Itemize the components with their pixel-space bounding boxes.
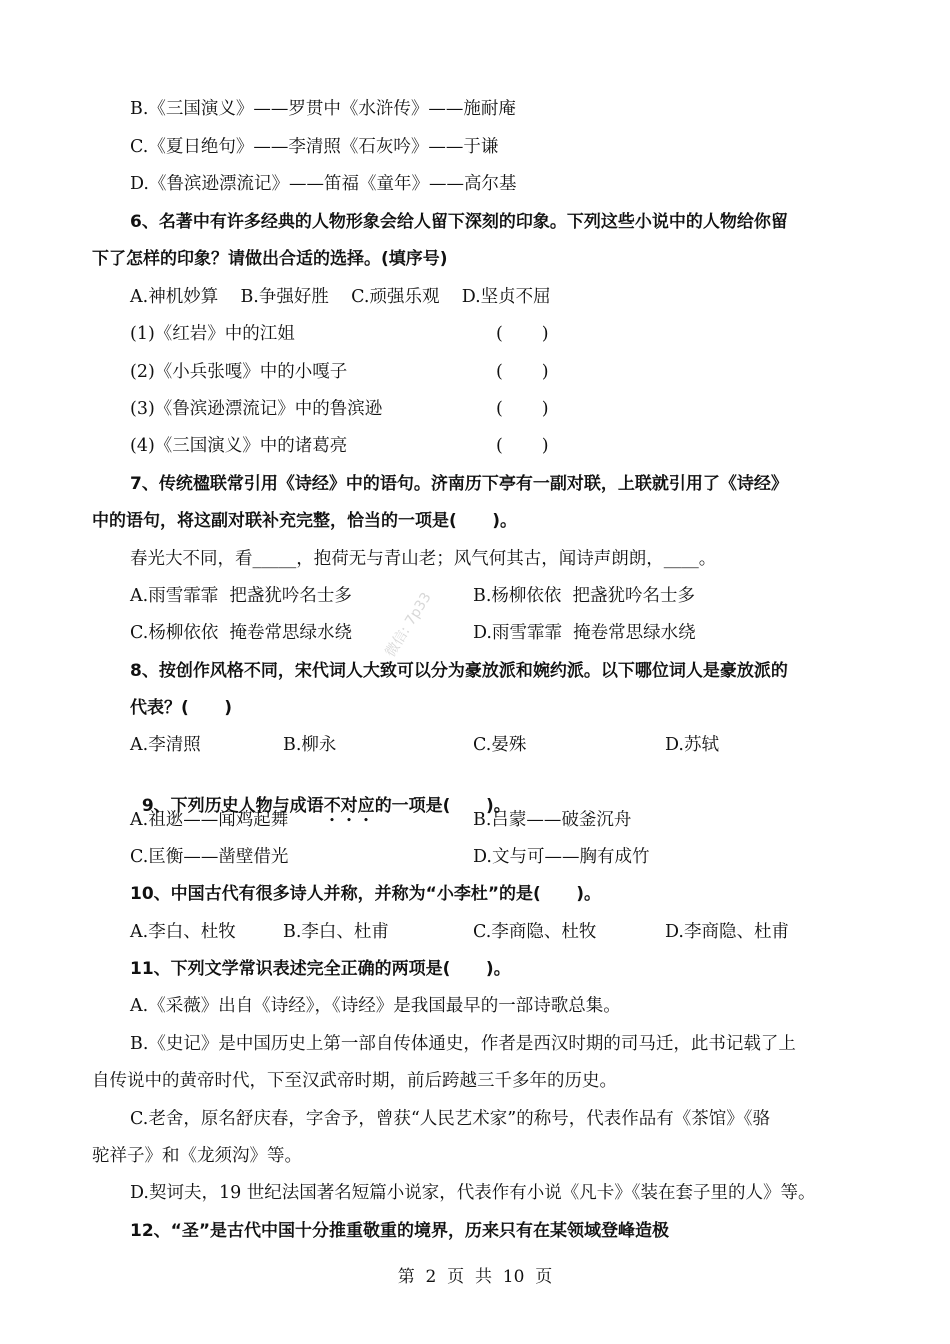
q5-option-b: B.《三国演义》——罗贯中《水浒传》——施耐庵 (130, 99, 516, 119)
q7-stem-line2: 中的语句，将这副对联补充完整，恰当的一项是( )。 (92, 511, 518, 531)
q9-stem-post: 的一项是( )。 (374, 796, 511, 816)
q11-option-b-line2: 自传说中的黄帝时代，下至汉武帝时期，前后跨越三千多年的历史。 (92, 1071, 617, 1091)
q8-option-c: C.晏殊 (473, 735, 527, 755)
q11-option-b-line1: B.《史记》是中国历史上第一部自传体通史，作者是西汉时期的司马迁，此书记载了上 (130, 1034, 796, 1054)
q6-item-2: (2)《小兵张嘎》中的小嘎子 (130, 362, 348, 382)
q7-couplet-part-a: 春光大不同，看 (130, 549, 253, 569)
q10-option-a: A.李白、杜牧 (130, 922, 236, 942)
q6-answer-2: ( ) (496, 362, 549, 382)
q7-option-d: D.雨雪霏霏 掩卷常思绿水绕 (473, 623, 696, 643)
page-footer: 第 2 页 共 10 页 (397, 1267, 553, 1287)
q6-answer-1: ( ) (496, 324, 549, 344)
q6-choices: A.神机妙算 B.争强好胜 C.顽强乐观 D.坚贞不屈 (130, 287, 551, 307)
q10-option-d: D.李商隐、杜甫 (665, 922, 789, 942)
q8-option-a: A.李清照 (130, 735, 201, 755)
watermark: 微信: 7p33 (382, 589, 435, 661)
q7-couplet (130, 547, 716, 571)
q12-stem: 12、“圣”是古代中国十分推重敬重的境界，历来只有在某领域登峰造极 (130, 1221, 670, 1241)
q9-option-c: C.匡衡——凿壁借光 (130, 847, 289, 867)
q9-option-b: B.吕蒙——破釜沉舟 (473, 810, 632, 830)
q10-option-c: C.李商隐、杜牧 (473, 922, 597, 942)
q5-option-c: C.《夏日绝句》——李清照《石灰吟》——于谦 (130, 137, 499, 157)
q10-option-b: B.李白、杜甫 (283, 922, 389, 942)
q8-option-b: B.柳永 (283, 735, 337, 755)
q11-option-d: D.契诃夫，19 世纪法国著名短篇小说家，代表作有小说《凡卡》《装在套子里的人》等。 (130, 1183, 816, 1203)
q8-stem-line2: 代表？( ) (130, 698, 233, 718)
q6-item-1: (1)《红岩》中的江姐 (130, 324, 295, 344)
q11-option-a: A.《采薇》出自《诗经》，《诗经》是我国最早的一部诗歌总集。 (130, 996, 621, 1016)
q6-stem-line1: 6、名著中有许多经典的人物形象会给人留下深刻的印象。下列这些小说中的人物给你留 (130, 212, 788, 232)
q11-option-c-line1: C.老舍，原名舒庆春，字舍予，曾获“人民艺术家”的称号，代表作品有《茶馆》《骆 (130, 1109, 770, 1129)
q5-option-d: D.《鲁滨逊漂流记》——笛福《童年》——高尔基 (130, 174, 517, 194)
q9-option-a: A.祖逖——闻鸡起舞 (130, 810, 289, 830)
q6-stem-line2: 下了怎样的印象？请做出合适的选择。(填序号) (92, 249, 448, 269)
q7-blank-1: _____ (252, 549, 297, 569)
q6-item-4: (4)《三国演义》中的诸葛亮 (130, 436, 348, 456)
q7-blank-2: ____ (663, 549, 699, 569)
q9-stem-pre: 9、下列历史人物与成语 (141, 796, 324, 816)
q7-couplet-part-c: 。 (698, 549, 717, 569)
q7-option-b: B.杨柳依依 把盏犹吟名士多 (473, 586, 696, 606)
q11-stem: 11、下列文学常识表述完全正确的两项是( )。 (130, 959, 511, 979)
q6-answer-3: ( ) (496, 399, 549, 419)
q7-stem-line1: 7、传统楹联常引用《诗经》中的语句。济南历下亭有一副对联，上联就引用了《诗经》 (130, 474, 788, 494)
q9-option-d: D.文与可——胸有成竹 (473, 847, 650, 867)
q6-item-3: (3)《鲁滨逊漂流记》中的鲁滨逊 (130, 399, 383, 419)
q8-stem-line1: 8、按创作风格不同，宋代词人大致可以分为豪放派和婉约派。以下哪位词人是豪放派的 (130, 661, 788, 681)
q9-stem-emphasis: 不对应 (323, 796, 375, 816)
q7-option-a: A.雨雪霏霏 把盏犹吟名士多 (130, 586, 352, 606)
q7-option-c: C.杨柳依依 掩卷常思绿水绕 (130, 623, 352, 643)
q8-option-d: D.苏轼 (665, 735, 719, 755)
q11-option-c-line2: 驼祥子》和《龙须沟》等。 (92, 1146, 302, 1166)
q7-couplet-part-b: ，抱荷无与青山老；风气何其古，闻诗声朗朗， (296, 549, 664, 569)
q6-answer-4: ( ) (496, 436, 549, 456)
q10-stem: 10、中国古代有很多诗人并称，并称为“小李杜”的是( )。 (130, 884, 602, 904)
